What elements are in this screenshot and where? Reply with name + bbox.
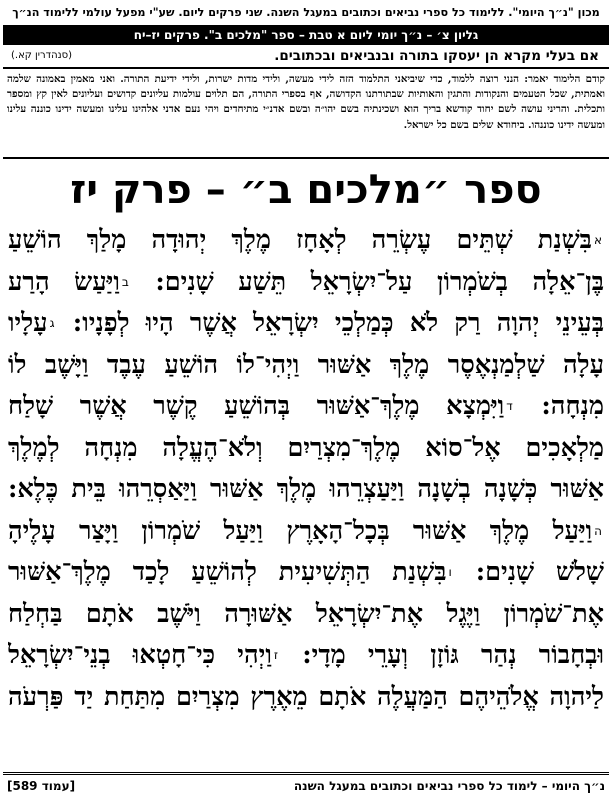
verse-segment: וַיַּעַשׂ הָרַע (8, 266, 120, 297)
chapter-title: ספר ״מלכים ב״ – פרק יז (70, 167, 542, 213)
verse-segment: לַיהוָה אֱלֹהֵיהֶם הַמַּעֲלֶה אֹתָם מֵאֶרֶץ מִצְרַיִם מִתַּחַת יַד פַּרְעֹה (8, 681, 604, 712)
page-number: [עמוד 589] (7, 779, 76, 793)
verse-number: ז (273, 648, 279, 662)
verse-line (8, 428, 604, 470)
verse-segment: בֶּן־אֵלָה בְשֹׁמְרוֹן עַל־יִשְׂרָאֵל תֵּשַׁע שָׁנִים: (155, 266, 604, 297)
quote-text: אם בעלי מקרא הן יעסקו בתורה ובנביאים ובכתובים. (274, 48, 599, 64)
pre-study-prayer: קודם הלימוד יאמר: הנני רוצה ללמוד, כדי שיביאני התלמוד הזה לידי מעשה, ולידי מדות ישרות, ולידי ידיעת התורה. ואני מאמין באמונה שלמה ואמתית, שכל הטעמים והנקודות והתגין והאותיות שבתורתנו הקדושה, אף בספרי התורה, הם תלוים עולמות עליונים קדושים ועליונים לאין קץ ומספר ותכלית. והריני עושה לשם יחוד קודשא בריך הוא ושכינתיה בשם יהו״ה ובשם אדנ״י מתיחדים ויהי נעם אדני אלהינו עלינו ומעשה ידינו כוננה עלינו ומעשה ידינו כוננהו. ביחודא שלים בשם כל ישראל. (7, 73, 605, 131)
verse-line (8, 262, 604, 304)
page-footer (3, 772, 609, 797)
footer-title: נ״ך היומי – לימוד כל ספרי נביאים וכתובים במעגל השנה (293, 779, 605, 793)
verse-segment: מִנְחָה: (541, 391, 604, 421)
verse-segment: מַלְאָכִים אֶל־סוֹא מֶלֶךְ־מִצְרַיִם וְלֹא־הֶעֱלָה מִנְחָה לְמֶלֶךְ (8, 432, 604, 463)
verse-number: ד (506, 399, 513, 413)
quote-source: (סנהדרין קא.) (11, 50, 73, 61)
verse-segment: בִּשְׁנַת הַתְּשִׁיעִית לְהוֹשֵׁעַ לָכַד מֶלֶךְ־אַשּׁוּר (8, 557, 447, 587)
verse-number: ו (448, 565, 452, 579)
verse-number: ג (49, 316, 55, 330)
verse-line (8, 386, 604, 428)
verse-segment: וַיַּעַל מֶלֶךְ אַשּׁוּר בְּכָל־הָאָרֶץ וַיַּעַל שֹׁמְרוֹן וַיָּצַר עָלֶיהָ (8, 515, 593, 546)
verse-segment: עָלָה שַׁלְמַנְאֶסֶר מֶלֶךְ אַשּׁוּר וַיְהִי־לוֹ הוֹשֵׁעַ עֶבֶד וַיָּשֶׁב לוֹ (8, 349, 604, 380)
verse-segment: וַיִּמְצָא מֶלֶךְ־אַשּׁוּר בְּהוֹשֵׁעַ קֶשֶׁר אֲשֶׁר שָׁלַח (8, 391, 505, 421)
verse-segment: שָׁלֹשׁ שָׁנִים: (475, 557, 604, 587)
verse-segment: אַשּׁוּר כְּשָׁנָה בְשָׁנָה וַיַּעַצְרֵהוּ מֶלֶךְ אַשּׁוּר וַיַּאַסְרֵהוּ בֵּית כֶּלֶא: (8, 474, 604, 504)
daily-issue-banner: גליון צ׳ – נ״ך יומי ליום א טבת – ספר "מלכים ב". פרקים יז–יח (3, 25, 609, 45)
verse-line (8, 469, 604, 511)
verse-number: א (593, 233, 602, 247)
verse-line (8, 511, 604, 553)
talmud-quote (3, 46, 609, 66)
verse-line (8, 594, 604, 636)
verse-number: ה (594, 523, 602, 538)
verse-segment: בִּשְׁנַת שְׁתֵּים עֶשְׂרֵה לְאָחָז מֶלֶךְ יְהוּדָה מָלַךְ הוֹשֵׁעַ (8, 225, 592, 255)
verse-line (8, 677, 604, 719)
verse-segment: וַיְהִי כִּי־חָטְאוּ בְנֵי־יִשְׂרָאֵל (8, 640, 272, 670)
verse-segment: עָלָיו (8, 308, 48, 338)
verse-line (8, 220, 604, 262)
verse-line (8, 635, 604, 677)
institute-header: מכון "נ״ך היומי". ללימוד כל ספרי נביאים וכתובים במעגל השנה. שני פרקים ליום. שע"י מפעל עולמי ללימוד הנ״ך (12, 6, 600, 19)
verse-segment: וּבְחָבוֹר נְהַר גּוֹזָן וְעָרֵי מָדָי: (302, 640, 604, 670)
pre-study-prayer-box (3, 67, 609, 159)
verse-text-block (8, 220, 604, 718)
verse-line (8, 303, 604, 345)
verse-line (8, 345, 604, 387)
verse-line (8, 552, 604, 594)
verse-segment: בְּעֵינֵי יְהוָה רַק לֹא כְּמַלְכֵי יִשְׂרָאֵל אֲשֶׁר הָיוּ לְפָנָיו: (72, 308, 604, 338)
verse-segment: אֶת־שֹׁמְרוֹן וַיֶּגֶל אֶת־יִשְׂרָאֵל אַשּׁוּרָה וַיֹּשֶׁב אֹתָם בַּחְלַח (8, 598, 604, 629)
verse-number: ב (121, 274, 129, 289)
